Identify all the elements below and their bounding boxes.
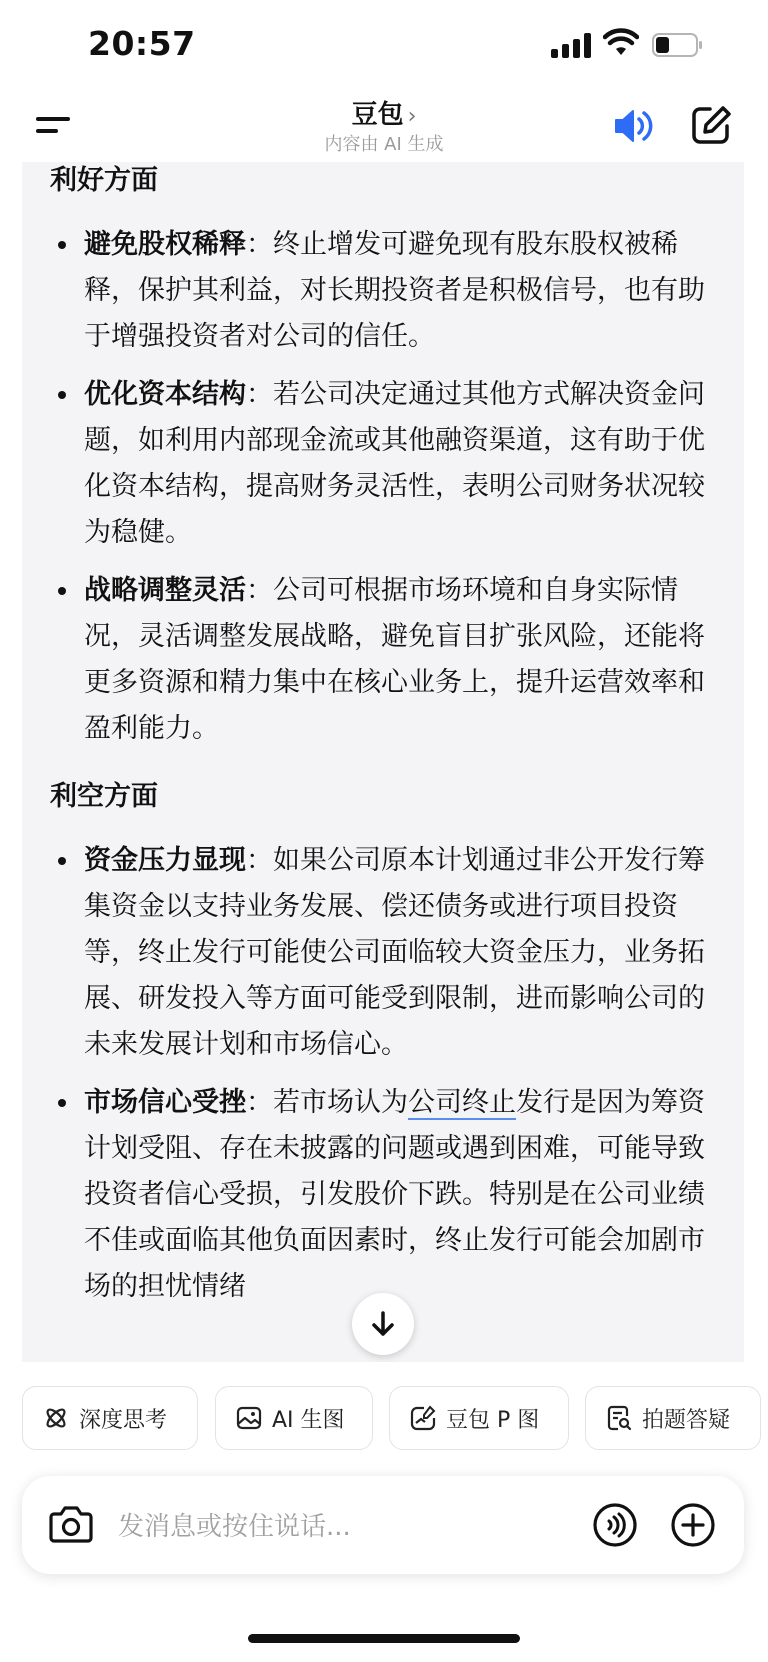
ai-image-button[interactable] — [215, 1386, 373, 1450]
atom-icon — [43, 1405, 69, 1431]
deep-think-button[interactable] — [22, 1386, 198, 1450]
plus-icon[interactable] — [670, 1502, 716, 1548]
voice-call-icon[interactable] — [592, 1502, 638, 1548]
chip-label: 拍题答疑 — [642, 1407, 731, 1433]
section-title-cons: 利空方面 — [50, 781, 158, 812]
assistant-message — [22, 162, 744, 1362]
arrow-down-icon — [368, 1309, 398, 1339]
point-title: 战略调整灵活 — [84, 575, 246, 606]
point-body: ：终止增发可避免现有股东股权被稀释，保护其利益，对长期投资者是积极信号，也有助于增强投资者对公司的信任。 — [84, 229, 705, 352]
point-title: 市场信心受挫 — [84, 1087, 246, 1118]
chip-label: 深度思考 — [79, 1407, 168, 1433]
ai-disclaimer: 内容由 AI 生成 — [324, 134, 444, 155]
chevron-right-icon: › — [407, 104, 417, 129]
camera-icon[interactable] — [48, 1502, 94, 1546]
point-title: 避免股权稀释 — [84, 229, 246, 260]
home-indicator — [248, 1634, 520, 1643]
quick-actions-bar — [0, 1362, 768, 1458]
pros-list — [50, 222, 710, 752]
photo-edit-icon — [410, 1405, 436, 1431]
scroll-to-bottom-button[interactable] — [352, 1293, 414, 1355]
image-icon — [236, 1405, 262, 1431]
point-body: ：若市场认为 — [246, 1087, 408, 1118]
new-chat-edit-icon[interactable] — [690, 104, 732, 146]
point-body: ：如果公司原本计划通过非公开发行筹集资金以支持业务发展、偿还债务或进行项目投资等，终止发行可能使公司面临较大资金压力，业务拓展、研发投入等方面可能受到限制，进而影响公司的未来发展计划和市场信心。 — [84, 845, 705, 1060]
search-link[interactable]: 公司终止 — [408, 1087, 516, 1118]
point-body: 发行是因为筹资计划受阻、存在未披露的问题或遇到困难，可能导致投资者信心受损，引发股价下跌。特别是在公司业绩不佳或面临其他负面因素时，终止发行可能会加剧市场的担忧情绪 — [84, 1087, 705, 1302]
cellular-signal-icon — [551, 32, 593, 58]
cons-list — [50, 838, 710, 1310]
wifi-icon — [603, 28, 639, 58]
message-input-bar — [22, 1476, 744, 1574]
list-item — [50, 838, 710, 1068]
point-body: ：公司可根据市场环境和自身实际情况，灵活调整发展战略，避免盲目扩张风险，还能将更多资源和精力集中在核心业务上，提升运营效率和盈利能力。 — [84, 575, 705, 744]
battery-icon — [652, 33, 704, 57]
list-item — [50, 372, 710, 556]
status-bar — [0, 0, 768, 90]
section-title-pros: 利好方面 — [50, 165, 158, 196]
point-title: 优化资本结构 — [84, 379, 246, 410]
photo-edit-button[interactable] — [389, 1386, 569, 1450]
point-body: ：若公司决定通过其他方式解决资金问题，如利用内部现金流或其他融资渠道，这有助于优化资本结构，提高财务灵活性，表明公司财务状况较为稳健。 — [84, 379, 705, 548]
list-item — [50, 222, 710, 360]
message-content — [50, 162, 710, 1322]
bot-name[interactable]: 豆包 — [351, 100, 404, 130]
photo-question-button[interactable] — [585, 1386, 761, 1450]
message-input[interactable] — [116, 1504, 550, 1550]
status-time: 20:57 — [88, 24, 196, 63]
chip-label: 豆包 P 图 — [446, 1407, 540, 1433]
point-title: 资金压力显现 — [84, 845, 246, 876]
list-item — [50, 568, 710, 752]
speaker-icon[interactable] — [612, 104, 656, 148]
list-item — [50, 1080, 710, 1310]
doc-search-icon — [606, 1405, 632, 1431]
chip-label: AI 生图 — [272, 1407, 345, 1433]
nav-bar — [0, 90, 768, 162]
